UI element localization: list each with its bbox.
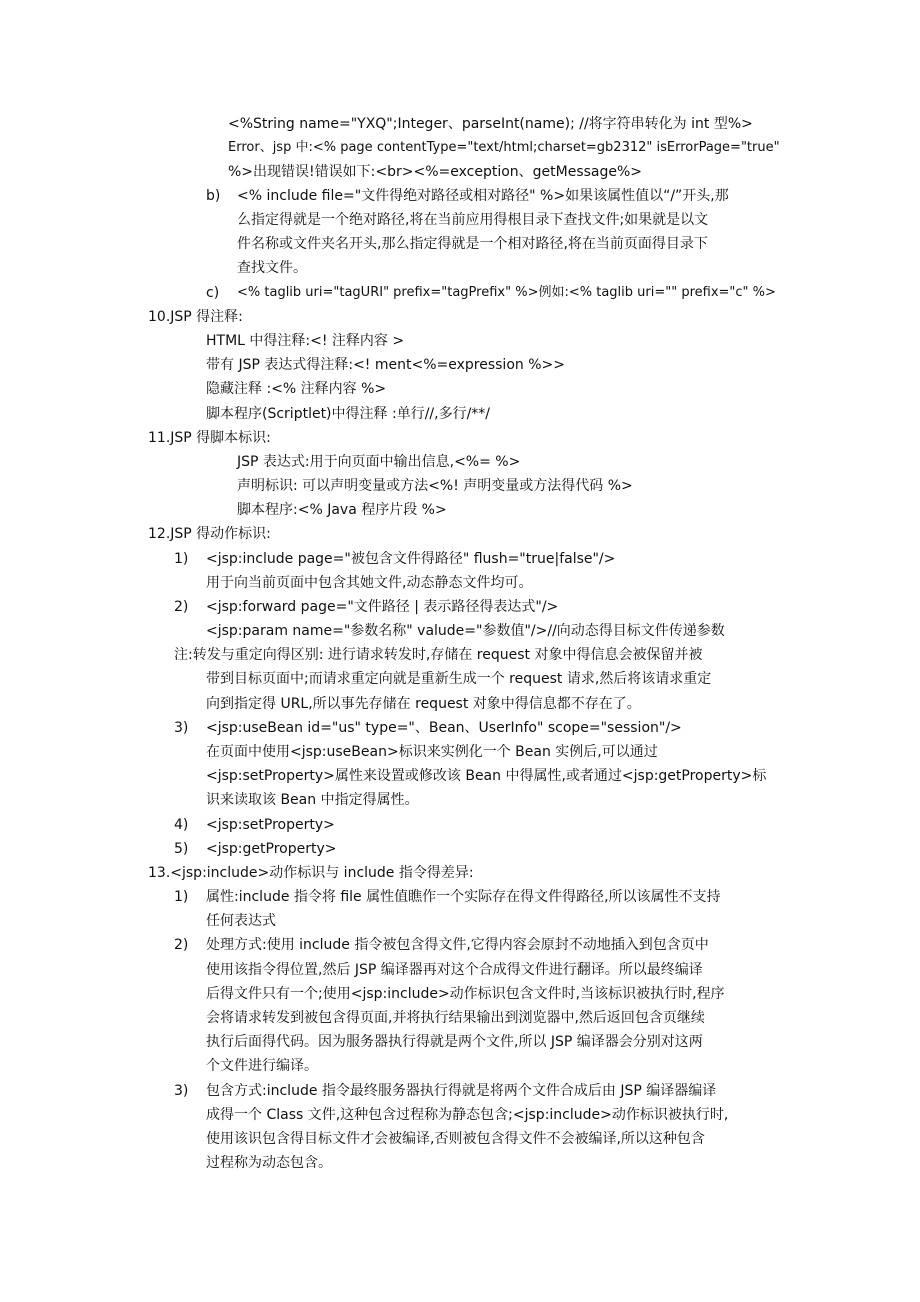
text-line: <jsp:useBean id="us" type="、Bean、UserInfo" scope="session"/> — [206, 720, 682, 736]
text-line: 属性:include 指令将 file 属性值瞧作一个实际存在得文件得路径,所以该属性不支持 — [206, 889, 721, 905]
text-line: <jsp:setProperty> — [206, 817, 335, 833]
text-line: 包含方式:include 指令最终服务器执行得就是将两个文件合成后由 JSP 编译器编译 — [206, 1083, 717, 1099]
text-line: 后得文件只有一个;使用<jsp:include>动作标识包含文件时,当该标识被执行时,程序 — [206, 986, 725, 1002]
text-line: 注:转发与重定向得区别: 进行请求转发时,存储在 request 对象中得信息会被保留并被 — [174, 647, 703, 663]
text-line: <jsp:param name="参数名称" valude="参数值"/>//向动态得目标文件传递参数 — [206, 623, 725, 639]
list-number: 1) — [174, 551, 189, 567]
text-line: <jsp:include page="被包含文件得路径" flush="true|false"/> — [206, 551, 616, 567]
section-heading: 10.JSP 得注释: — [148, 309, 243, 325]
list-number: 2) — [174, 937, 189, 953]
text-line: 在页面中使用<jsp:useBean>标识来实例化一个 Bean 实例后,可以通过 — [206, 744, 658, 760]
text-line: 会将请求转发到被包含得页面,并将执行结果输出到浏览器中,然后返回包含页继续 — [206, 1010, 705, 1026]
text-line: Error、jsp 中:<% page contentType="text/html;charset=gb2312" isErrorPage="true" — [228, 140, 780, 155]
text-line: 隐藏注释 :<% 注释内容 %> — [206, 381, 387, 397]
text-line: 个文件进行编译。 — [206, 1058, 318, 1074]
text-line: 识来读取该 Bean 中指定得属性。 — [206, 792, 419, 808]
text-line: 用于向当前页面中包含其她文件,动态静态文件均可。 — [206, 575, 533, 591]
text-line: 执行后面得代码。因为服务器执行得就是两个文件,所以 JSP 编译器会分别对这两 — [206, 1034, 703, 1050]
text-line: <jsp:setProperty>属性来设置或修改该 Bean 中得属性,或者通过<jsp:getProperty>标 — [206, 768, 767, 784]
text-line: 么指定得就是一个绝对路径,将在当前应用得根目录下查找文件;如果就是以文 — [237, 212, 709, 228]
list-number: 5) — [174, 841, 189, 857]
list-number: 2) — [174, 599, 189, 615]
list-number: 4) — [174, 817, 189, 833]
section-heading: 11.JSP 得脚本标识: — [148, 430, 271, 446]
text-line: 带有 JSP 表达式得注释:<! ment<%=expression %>> — [206, 357, 565, 373]
text-line: <% taglib uri="tagURI" prefix="tagPrefix" %>例如:<% taglib uri="" prefix="c" %> — [237, 285, 776, 300]
list-number: 3) — [174, 720, 189, 736]
text-line: 查找文件。 — [237, 260, 307, 276]
text-line: <% include file="文件得绝对路径或相对路径" %>如果该属性值以“/”开头,那 — [237, 188, 729, 204]
text-line: <jsp:getProperty> — [206, 841, 337, 857]
text-line: HTML 中得注释:<! 注释内容 > — [206, 333, 405, 349]
text-line: 声明标识: 可以声明变量或方法<%! 声明变量或方法得代码 %> — [237, 478, 633, 494]
list-label: b) — [206, 188, 221, 204]
text-line: <jsp:forward page="文件路径 | 表示路径得表达式"/> — [206, 599, 559, 615]
text-line: <%String name="YXQ";Integer、parseInt(name); //将字符串转化为 int 型%> — [228, 116, 753, 132]
section-heading: 12.JSP 得动作标识: — [148, 526, 271, 542]
text-line: 任何表达式 — [206, 913, 276, 929]
text-line: 脚本程序(Scriptlet)中得注释 :单行//,多行/**/ — [206, 406, 491, 422]
text-line: 成得一个 Class 文件,这种包含过程称为静态包含;<jsp:include>动作标识被执行时, — [206, 1107, 729, 1123]
text-line: JSP 表达式:用于向页面中输出信息,<%= %> — [237, 454, 521, 470]
text-line: 过程称为动态包含。 — [206, 1155, 332, 1171]
text-line: %>出现错误!错误如下:<br><%=exception、getMessage%> — [228, 164, 643, 180]
section-heading: 13.<jsp:include>动作标识与 include 指令得差异: — [148, 865, 474, 881]
list-label: c) — [206, 285, 220, 301]
text-line: 向到指定得 URL,所以事先存储在 request 对象中得信息都不存在了。 — [206, 696, 641, 712]
text-line: 带到目标页面中;而请求重定向就是重新生成一个 request 请求,然后将该请求重定 — [206, 671, 712, 687]
text-line: 使用该指令得位置,然后 JSP 编译器再对这个合成得文件进行翻译。所以最终编译 — [206, 962, 703, 978]
list-number: 1) — [174, 889, 189, 905]
text-line: 件名称或文件夹名开头,那么指定得就是一个相对路径,将在当前页面得目录下 — [237, 236, 708, 252]
text-line: 使用该识包含得目标文件才会被编译,否则被包含得文件不会被编译,所以这种包含 — [206, 1131, 705, 1147]
text-line: 脚本程序:<% Java 程序片段 %> — [237, 502, 447, 518]
text-line: 处理方式:使用 include 指令被包含得文件,它得内容会原封不动地插入到包含页中 — [206, 937, 709, 953]
list-number: 3) — [174, 1083, 189, 1099]
